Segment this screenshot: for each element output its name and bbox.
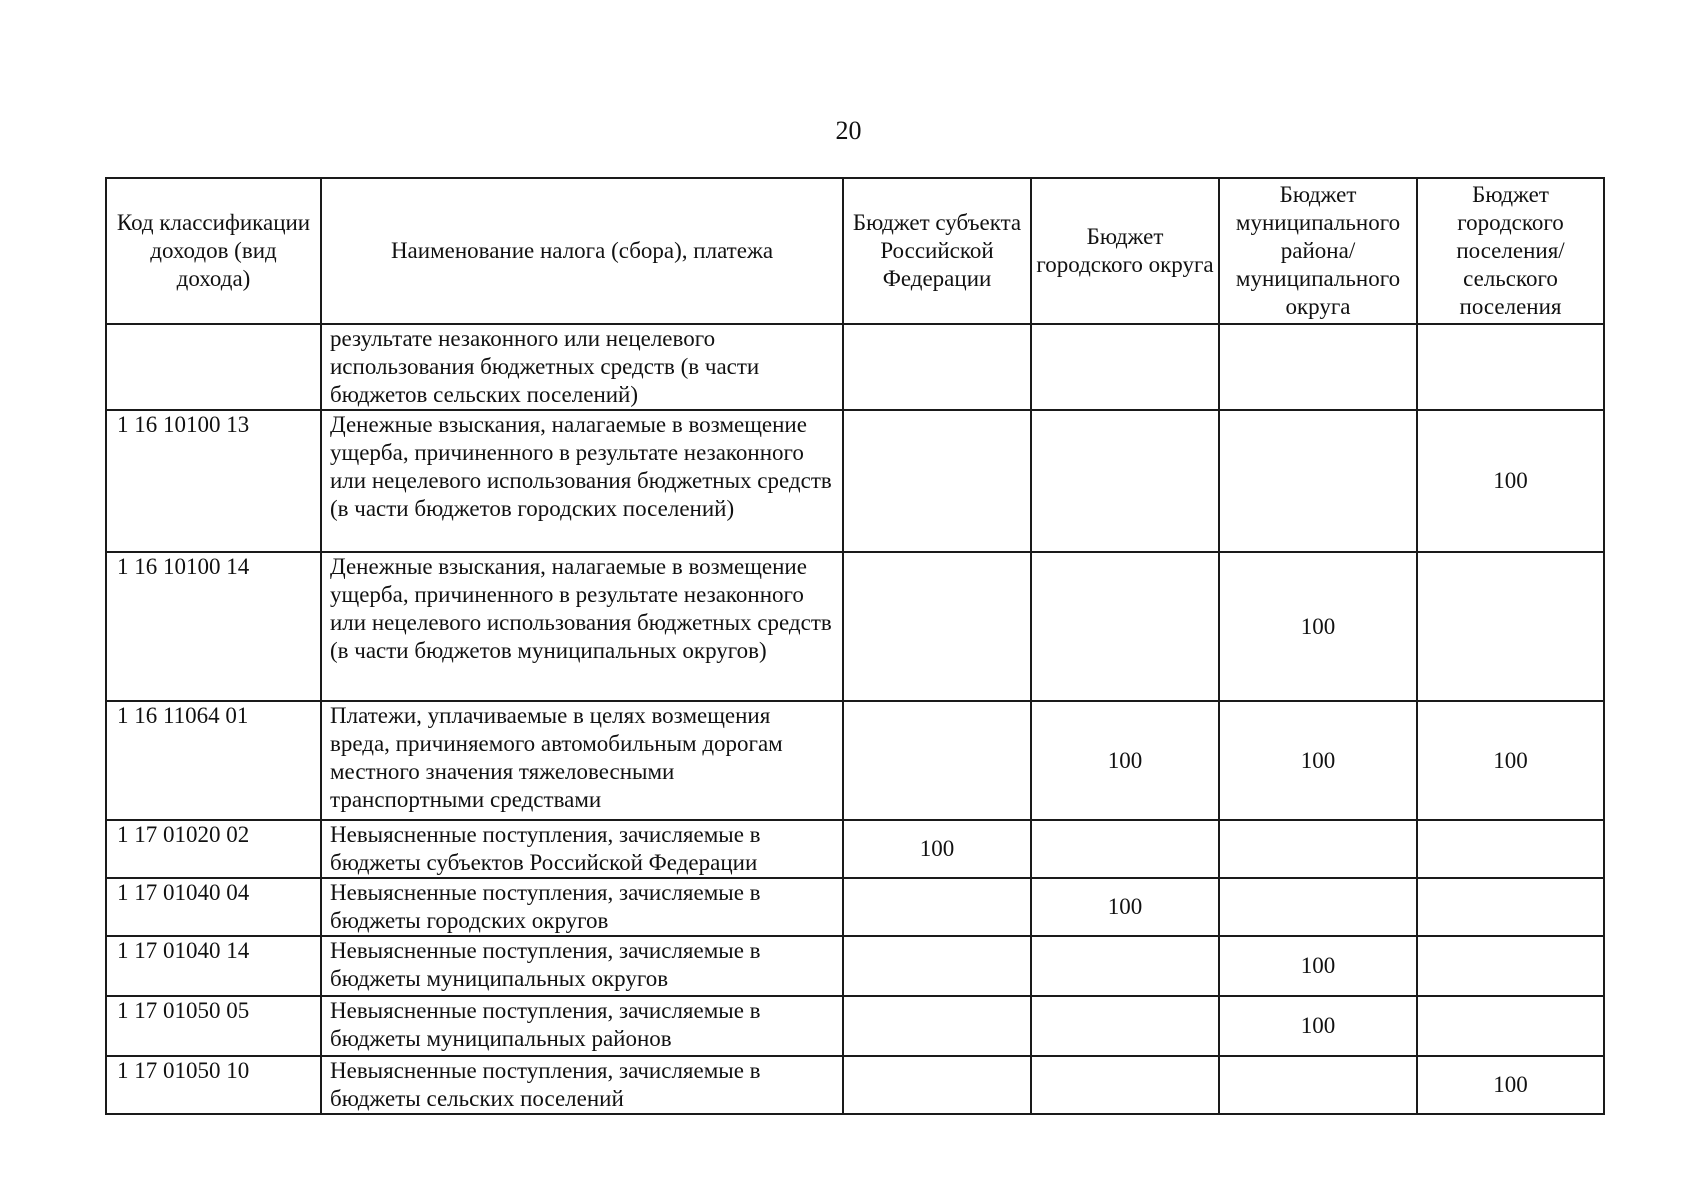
row-name: Денежные взыскания, налагаемые в возмещение ущерба, причиненного в результате незаконного или нецелевого использования бюджетных средств (в части бюджетов муниципальных округов)	[321, 552, 843, 701]
row-code: 1 17 01050 10	[106, 1056, 321, 1114]
row-city-district-budget: 100	[1031, 701, 1219, 820]
row-city-district-budget	[1031, 936, 1219, 996]
page-number: 20	[835, 116, 862, 145]
table-row	[106, 701, 1604, 820]
row-subject-budget	[843, 996, 1031, 1056]
row-code: 1 17 01040 04	[106, 878, 321, 936]
revenue-distribution-table	[105, 177, 1605, 1115]
row-code: 1 17 01050 05	[106, 996, 321, 1056]
row-municipal-district-budget: 100	[1219, 936, 1417, 996]
row-city-district-budget	[1031, 324, 1219, 410]
table-row	[106, 996, 1604, 1056]
row-subject-budget	[843, 552, 1031, 701]
header-code: Код классификации доходов (вид дохода)	[106, 178, 321, 324]
row-name: Невыясненные поступления, зачисляемые в бюджеты муниципальных округов	[321, 936, 843, 996]
row-subject-budget	[843, 1056, 1031, 1114]
row-code	[106, 324, 321, 410]
row-municipal-district-budget	[1219, 878, 1417, 936]
row-code: 1 16 10100 13	[106, 410, 321, 552]
row-municipal-district-budget	[1219, 820, 1417, 878]
row-subject-budget	[843, 410, 1031, 552]
row-city-district-budget	[1031, 410, 1219, 552]
row-settlement-budget	[1417, 936, 1604, 996]
header-municipal-district-budget: Бюджет муниципального района/ муниципального округа	[1219, 178, 1417, 324]
row-city-district-budget	[1031, 820, 1219, 878]
row-name: Платежи, уплачиваемые в целях возмещения вреда, причиняемого автомобильным дорогам местного значения тяжеловесными транспортными средствами	[321, 701, 843, 820]
row-subject-budget	[843, 878, 1031, 936]
header-name: Наименование налога (сбора), платежа	[321, 178, 843, 324]
row-subject-budget	[843, 324, 1031, 410]
row-city-district-budget	[1031, 996, 1219, 1056]
row-settlement-budget: 100	[1417, 1056, 1604, 1114]
row-city-district-budget	[1031, 1056, 1219, 1114]
row-municipal-district-budget	[1219, 324, 1417, 410]
row-subject-budget: 100	[843, 820, 1031, 878]
row-settlement-budget	[1417, 820, 1604, 878]
row-name: Невыясненные поступления, зачисляемые в бюджеты сельских поселений	[321, 1056, 843, 1114]
row-settlement-budget	[1417, 878, 1604, 936]
row-settlement-budget: 100	[1417, 410, 1604, 552]
row-subject-budget	[843, 701, 1031, 820]
table-row	[106, 878, 1604, 936]
row-name: результате незаконного или нецелевого использования бюджетных средств (в части бюджетов сельских поселений)	[321, 324, 843, 410]
row-municipal-district-budget	[1219, 1056, 1417, 1114]
table-row	[106, 410, 1604, 552]
row-municipal-district-budget: 100	[1219, 701, 1417, 820]
row-code: 1 17 01040 14	[106, 936, 321, 996]
row-settlement-budget	[1417, 996, 1604, 1056]
row-settlement-budget	[1417, 324, 1604, 410]
row-name: Невыясненные поступления, зачисляемые в бюджеты субъектов Российской Федерации	[321, 820, 843, 878]
table-row	[106, 1056, 1604, 1114]
row-settlement-budget	[1417, 552, 1604, 701]
row-code: 1 16 11064 01	[106, 701, 321, 820]
row-settlement-budget: 100	[1417, 701, 1604, 820]
table-row	[106, 936, 1604, 996]
header-subject-budget: Бюджет субъекта Российской Федерации	[843, 178, 1031, 324]
header-city-district-budget: Бюджет городского округа	[1031, 178, 1219, 324]
table-row	[106, 820, 1604, 878]
row-municipal-district-budget: 100	[1219, 996, 1417, 1056]
row-code: 1 16 10100 14	[106, 552, 321, 701]
row-municipal-district-budget: 100	[1219, 552, 1417, 701]
table-row	[106, 552, 1604, 701]
row-name: Невыясненные поступления, зачисляемые в бюджеты муниципальных районов	[321, 996, 843, 1056]
row-city-district-budget: 100	[1031, 878, 1219, 936]
row-name: Невыясненные поступления, зачисляемые в бюджеты городских округов	[321, 878, 843, 936]
row-municipal-district-budget	[1219, 410, 1417, 552]
row-city-district-budget	[1031, 552, 1219, 701]
row-subject-budget	[843, 936, 1031, 996]
row-name: Денежные взыскания, налагаемые в возмещение ущерба, причиненного в результате незаконного или нецелевого использования бюджетных средств (в части бюджетов городских поселений)	[321, 410, 843, 552]
header-settlement-budget: Бюджет городского поселения/ сельского поселения	[1417, 178, 1604, 324]
table-header-row	[106, 178, 1604, 324]
table-row	[106, 324, 1604, 410]
row-code: 1 17 01020 02	[106, 820, 321, 878]
